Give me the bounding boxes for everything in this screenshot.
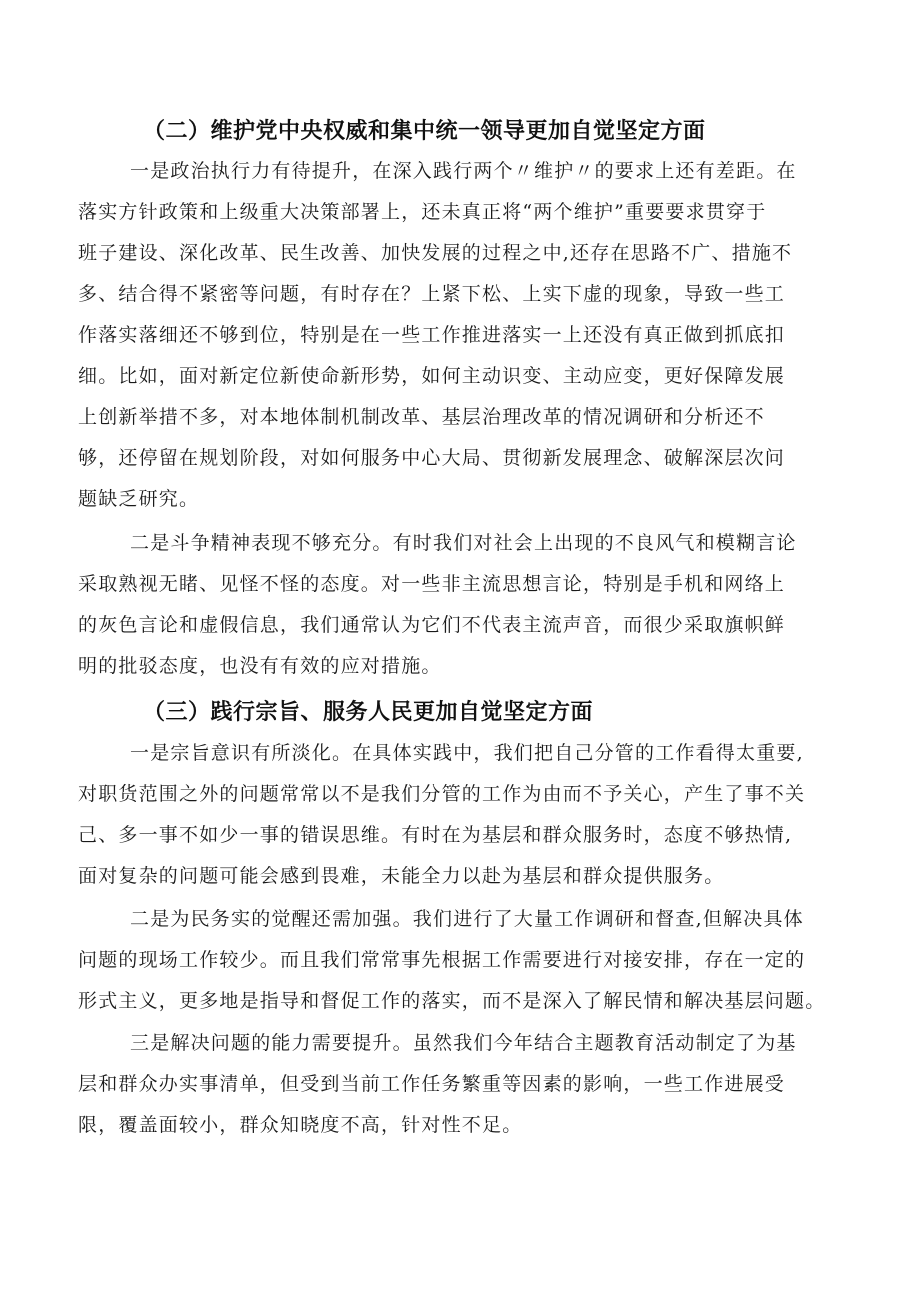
paragraph [78,1023,878,1146]
paragraph-line: 班子建设、深化改革、民生改善、加快发展的过程之中,还存在思路不广、措施不 [78,242,793,264]
paragraph-line: 二是为民务实的觉醒还需加强。我们进行了大量工作调研和督查,但解决具体 [130,908,804,930]
paragraph-line: 多、结合得不紧密等问题，有时存在？上紧下松、上实下虚的现象，导致一些工 [78,283,786,305]
paragraph-line: 明的批驳态度，也没有有效的应对措施。 [78,655,442,677]
paragraph-line: 细。比如，面对新定位新使命新形势，如何主动识变、主动应变，更好保障发展 [78,365,786,387]
paragraph-line: 够，还停留在规划阶段，对如何服务中心大局、贯彻新发展理念、破解深层次问 [78,447,786,469]
paragraph-line: 一是政治执行力有待提升，在深入践行两个〃维护〃的要求上还有差距。在 [130,160,797,182]
paragraph-line: 限，覆盖面较小，群众知晓度不高，针对性不足。 [78,1114,523,1136]
paragraph-line: 落实方针政策和上级重大决策部署上，还未真正将“两个维护”重要要求贯穿于 [78,201,767,223]
paragraph-line: 的灰色言论和虚假信息，我们通常认为它们不代表主流声音，而很少采取旗帜鲜 [78,614,786,636]
paragraph [78,733,878,897]
section-heading-2: （二）维护党中央权威和集中统一领导更加自觉坚定方面 [143,119,706,144]
paragraph [78,899,878,1022]
paragraph-line: 层和群众办实事清单，但受到当前工作任务繁重等因素的影响，一些工作进展受 [78,1073,786,1095]
section-heading-3: （三）践行宗旨、服务人民更加自觉坚定方面 [143,700,594,725]
paragraph-line: 题缺乏研究。 [78,488,200,510]
paragraph-line: 三是解决问题的能力需要提升。虽然我们今年结合主题教育活动制定了为基 [130,1032,797,1054]
paragraph-line: 作落实落细还不够到位，特别是在一些工作推进落实一上还没有真正做到抓底扣 [78,324,786,346]
paragraph-line: 对职货范围之外的问题常常以不是我们分管的工作为由而不予关心，产生了事不关 [78,783,806,805]
paragraph-line: 采取熟视无睹、见怪不怪的态度。对一些非主流思想言论，特别是手机和网络上 [78,573,786,595]
paragraph-line: 己、多一事不如少一事的错误思维。有时在为基层和群众服务时，态度不够热情, [78,824,793,846]
paragraph-line: 形式主义，更多地是指导和督促工作的落实，而不是深入了解民情和解决基层问题。 [78,990,826,1012]
paragraph-line: 上创新举措不多，对本地体制机制改革、基层治理改革的情况调研和分析还不 [78,406,765,428]
paragraph-line: 面对复杂的问题可能会感到畏难，未能全力以赴为基层和群众提供服务。 [78,865,725,887]
paragraph-line: 二是斗争精神表现不够充分。有时我们对社会上出现的不良风气和模糊言论 [130,532,797,554]
paragraph [78,151,878,520]
paragraph [78,523,878,687]
paragraph-line: 一是宗旨意识有所淡化。在具体实践中，我们把自己分管的工作看得太重要, [130,742,804,764]
paragraph-line: 问题的现场工作较少。而且我们常常事先根据工作需要进行对接安排，存在一定的 [78,949,806,971]
